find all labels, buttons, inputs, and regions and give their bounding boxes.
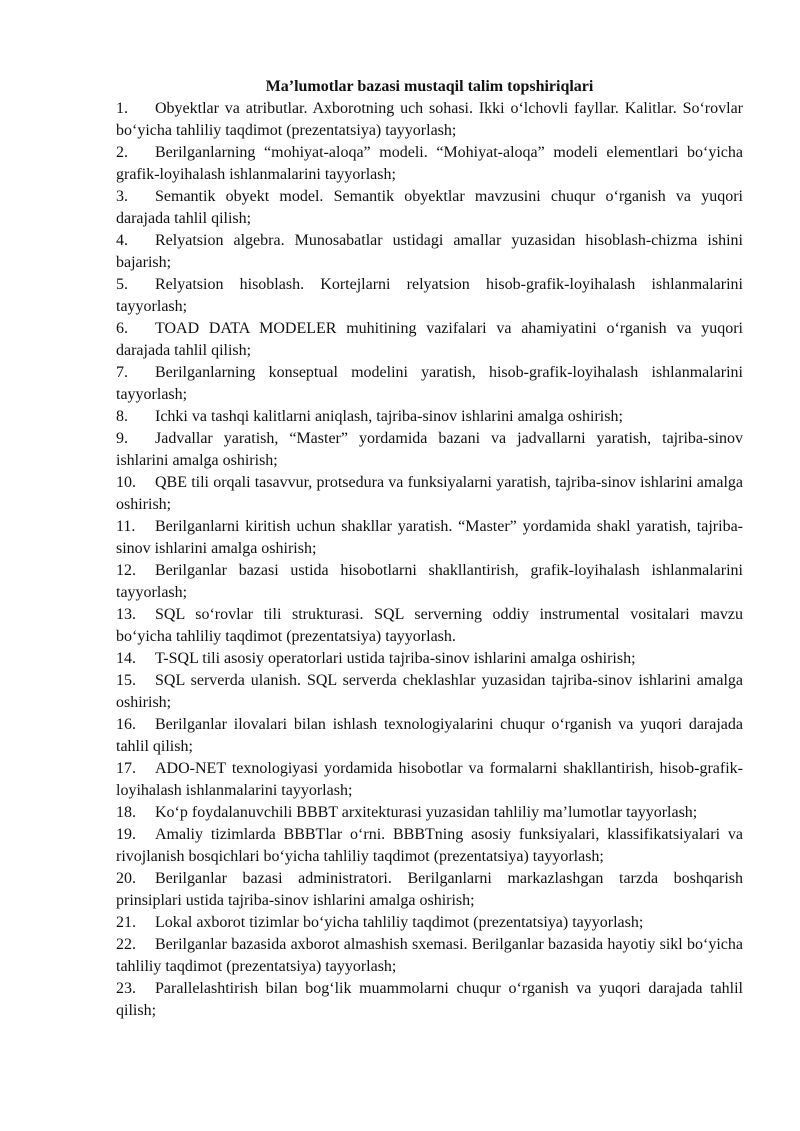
task-number: 14. — [116, 650, 136, 667]
task-number: 13. — [116, 606, 136, 623]
task-text: Lokal axborot tizimlar bo‘yicha tahliliy taqdimot (prezentatsiya) tayyorlash; — [155, 914, 644, 931]
task-text: T-SQL tili asosiy operatorlari ustida tajriba-sinov ishlarini amalga oshirish; — [155, 650, 636, 667]
task-number: 7. — [116, 364, 128, 381]
task-number: 12. — [116, 562, 136, 579]
task-text: Berilganlarni kiritish uchun shakllar yaratish. “Master” yordamida shakl yaratish, tajriba-sinov ishlarini amalga oshirish; — [116, 518, 743, 557]
task-number: 6. — [116, 320, 128, 337]
task-text: Berilganlarning “mohiyat-aloqa” modeli. “Mohiyat-aloqa” modeli elementlari bo‘yicha grafik-loyihalash ishlanmalarini tayyorlash; — [116, 144, 743, 183]
task-text: Berilganlar bazasi administratori. Berilganlarni markazlashgan tarzda boshqarish prinsiplari ustida tajriba-sinov ishlarini amalga oshirish; — [116, 870, 743, 909]
task-text: Amaliy tizimlarda BBBTlar o‘rni. BBBTning asosiy funksiyalari, klassifikatsiyalari va rivojlanish bosqichlari bo‘yicha tahliliy taqdimot (prezentatsiya) tayyorlash; — [116, 826, 743, 865]
task-number: 2. — [116, 144, 128, 161]
task-text: ADO-NET texnologiyasi yordamida hisobotlar va formalarni shakllantirish, hisob-grafik-loyihalash ishlanmalarini tayyorlash; — [116, 760, 743, 799]
list-item — [116, 604, 743, 648]
task-number: 16. — [116, 716, 136, 733]
list-item — [116, 472, 743, 516]
task-number: 3. — [116, 188, 128, 205]
task-text: Berilganlar bazasida axborot almashish sxemasi. Berilganlar bazasida hayotiy sikl bo‘yicha tahliliy taqdimot (prezentatsiya) tayyorlash; — [116, 936, 743, 975]
list-item — [116, 142, 743, 186]
task-text: Jadvallar yaratish, “Master” yordamida bazani va jadvallarni yaratish, tajriba-sinov ishlarini amalga oshirish; — [116, 430, 743, 469]
list-item — [116, 802, 743, 824]
task-number: 23. — [116, 980, 136, 997]
list-item — [116, 648, 743, 670]
list-item — [116, 98, 743, 142]
task-number: 20. — [116, 870, 136, 887]
list-item — [116, 978, 743, 1022]
task-text: TOAD DATA MODELER muhitining vazifalari va ahamiyatini o‘rganish va yuqori darajada tahlil qilish; — [116, 320, 743, 359]
task-text: Relyatsion algebra. Munosabatlar ustidagi amallar yuzasidan hisoblash-chizma ishini bajarish; — [116, 232, 743, 271]
list-item — [116, 406, 743, 428]
task-number: 1. — [116, 100, 128, 117]
task-text: Berilganlar bazasi ustida hisobotlarni shakllantirish, grafik-loyihalash ishlanmalarini tayyorlash; — [116, 562, 743, 601]
task-text: Berilganlar ilovalari bilan ishlash texnologiyalarini chuqur o‘rganish va yuqori darajada tahlil qilish; — [116, 716, 743, 755]
list-item — [116, 758, 743, 802]
list-item — [116, 274, 743, 318]
task-number: 5. — [116, 276, 128, 293]
task-text: QBE tili orqali tasavvur, protsedura va funksiyalarni yaratish, tajriba-sinov ishlarini amalga oshirish; — [116, 474, 743, 513]
task-text: SQL serverda ulanish. SQL serverda cheklashlar yuzasidan tajriba-sinov ishlarini amalga oshirish; — [116, 672, 743, 711]
list-item — [116, 428, 743, 472]
list-item — [116, 516, 743, 560]
task-number: 10. — [116, 474, 136, 491]
task-number: 8. — [116, 408, 128, 425]
task-text: Obyektlar va atributlar. Axborotning uch sohasi. Ikki o‘lchovli fayllar. Kalitlar. So‘rovlar bo‘yicha tahliliy taqdimot (prezentatsiya) tayyorlash; — [116, 100, 743, 139]
document-page — [116, 76, 743, 1022]
list-item — [116, 934, 743, 978]
task-list — [116, 98, 743, 1022]
list-item — [116, 362, 743, 406]
task-number: 9. — [116, 430, 128, 447]
task-text: Semantik obyekt model. Semantik obyektlar mavzusini chuqur o‘rganish va yuqori darajada tahlil qilish; — [116, 188, 743, 227]
list-item — [116, 868, 743, 912]
task-text: Relyatsion hisoblash. Kortejlarni relyatsion hisob-grafik-loyihalash ishlanmalarini tayyorlash; — [116, 276, 743, 315]
task-number: 17. — [116, 760, 136, 777]
task-text: Parallelashtirish bilan bog‘lik muammolarni chuqur o‘rganish va yuqori darajada tahlil qilish; — [116, 980, 743, 1019]
task-number: 11. — [116, 518, 136, 535]
task-number: 19. — [116, 826, 136, 843]
task-text: Ko‘p foydalanuvchili BBBT arxitekturasi yuzasidan tahliliy ma’lumotlar tayyorlash; — [155, 804, 698, 821]
list-item — [116, 560, 743, 604]
task-number: 15. — [116, 672, 136, 689]
document-title: Ma’lumotlar bazasi mustaqil talim topshiriqlari — [265, 78, 594, 95]
task-text: Ichki va tashqi kalitlarni aniqlash, tajriba-sinov ishlarini amalga oshirish; — [155, 408, 623, 425]
list-item — [116, 186, 743, 230]
task-number: 18. — [116, 804, 136, 821]
list-item — [116, 318, 743, 362]
list-item — [116, 714, 743, 758]
task-number: 22. — [116, 936, 136, 953]
task-number: 4. — [116, 232, 128, 249]
list-item — [116, 824, 743, 868]
list-item — [116, 670, 743, 714]
task-text: SQL so‘rovlar tili strukturasi. SQL serverning oddiy instrumental vositalari mavzu bo‘yicha tahliliy taqdimot (prezentatsiya) tayyorlash. — [116, 606, 743, 645]
task-number: 21. — [116, 914, 136, 931]
task-text: Berilganlarning konseptual modelini yaratish, hisob-grafik-loyihalash ishlanmalarini tayyorlash; — [116, 364, 743, 403]
list-item — [116, 912, 743, 934]
list-item — [116, 230, 743, 274]
